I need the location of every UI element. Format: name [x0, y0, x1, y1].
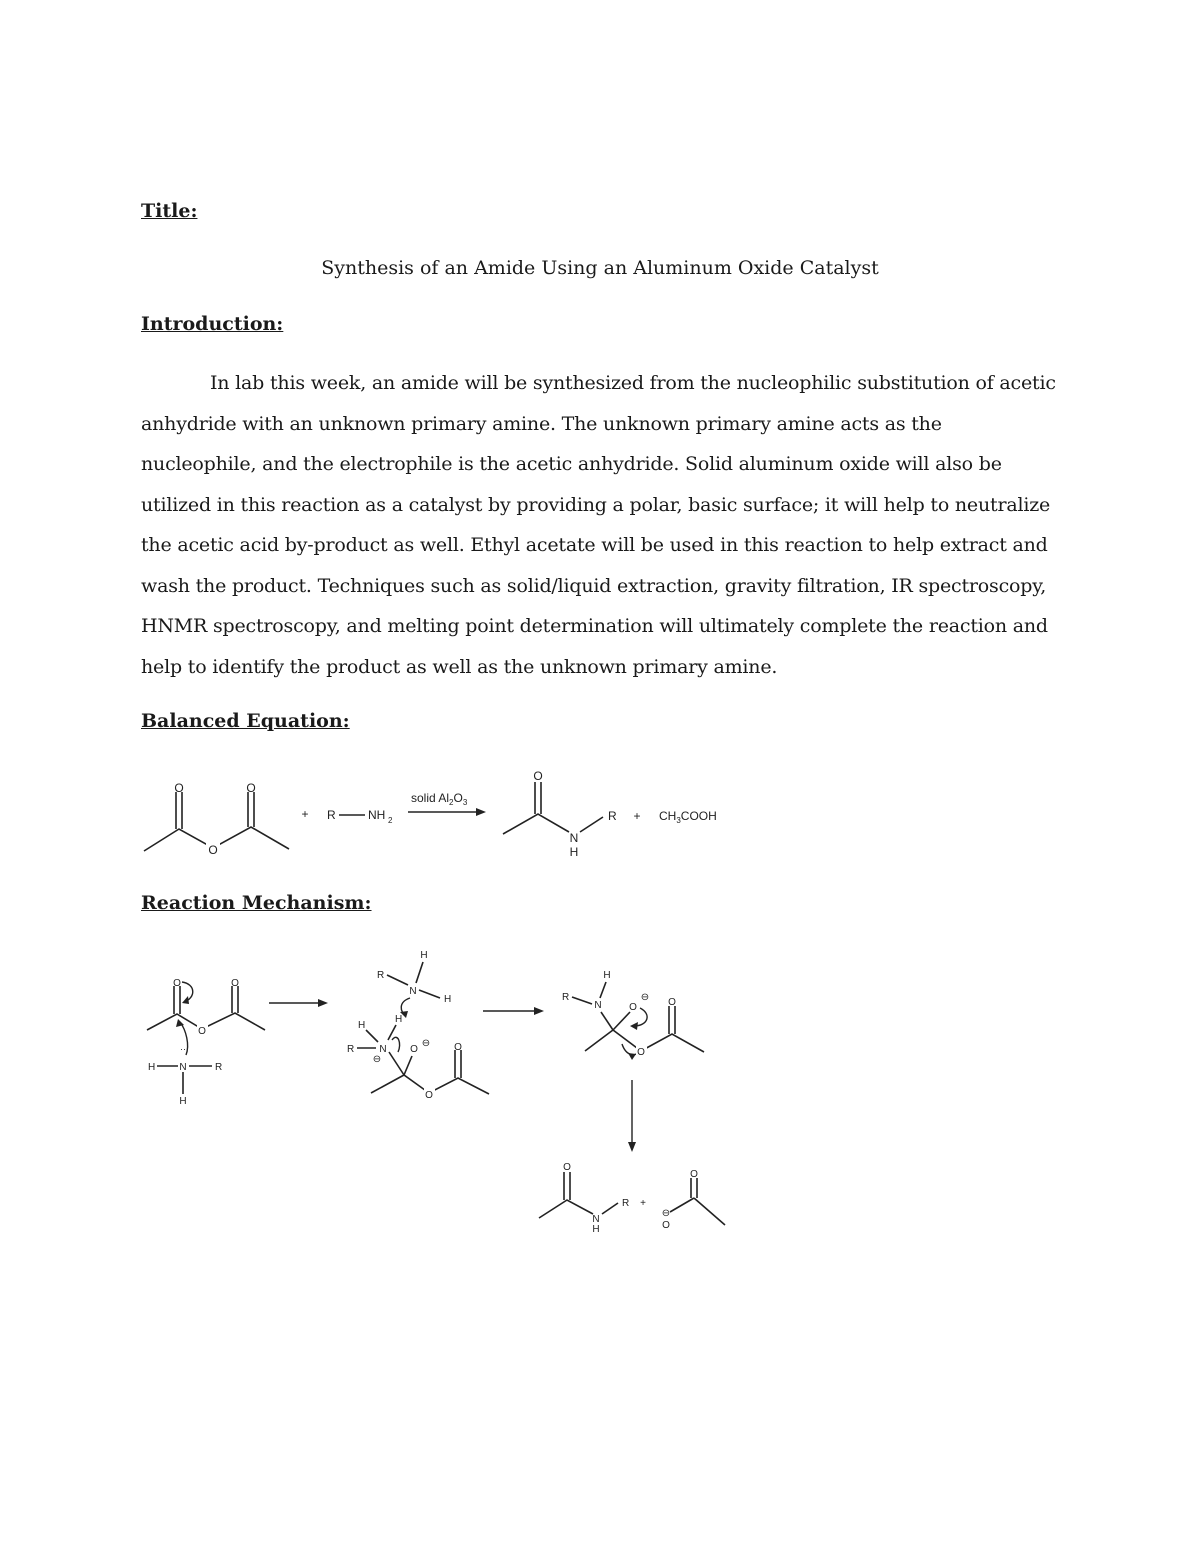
atom-label: O	[246, 781, 256, 795]
negative-charge: ⊖	[661, 1208, 671, 1219]
amine-NH-label: NH	[368, 808, 386, 822]
atom-label: O	[173, 978, 181, 989]
document-title: Synthesis of an Amide Using an Aluminum Oxide Catalyst	[321, 257, 879, 279]
atom-label: N	[379, 1044, 387, 1055]
mechanism-arrow-3	[628, 1080, 636, 1152]
atom-label: H	[569, 845, 579, 859]
atom-label: R	[215, 1062, 223, 1073]
introduction-heading: Introduction:	[141, 313, 284, 335]
atom-label: R	[377, 970, 385, 981]
atom-label: O	[690, 1169, 698, 1180]
atom-label: O	[637, 1047, 645, 1058]
mechanism-step1-reactants	[147, 978, 265, 1107]
atom-label: O	[231, 978, 239, 989]
balanced-equation-heading: Balanced Equation:	[141, 710, 350, 732]
mechanism-step2-intermediate	[347, 950, 489, 1101]
reaction-mechanism-scheme	[0, 940, 1200, 1240]
atom-label: H	[603, 970, 611, 981]
acetic-anhydride-structure	[144, 781, 289, 857]
plus-sign: +	[301, 807, 309, 821]
atom-label: R	[622, 1198, 630, 1209]
atom-label: O	[629, 1002, 637, 1013]
plus-sign: +	[633, 809, 641, 823]
atom-label: R	[347, 1044, 355, 1055]
mechanism-products	[539, 1162, 725, 1235]
svg-text:··: ··	[180, 1044, 186, 1054]
title-heading: Title:	[141, 200, 198, 222]
atom-label: H	[148, 1062, 156, 1073]
balanced-equation-scheme	[0, 760, 1200, 870]
catalyst-label: solid $Al_2O_3$	[411, 791, 468, 807]
amide-product-structure	[503, 769, 617, 859]
atom-label: O	[563, 1162, 571, 1173]
atom-label: N	[409, 986, 417, 997]
atom-label: R	[608, 809, 617, 823]
mechanism-arrow-2	[483, 1007, 544, 1015]
atom-label: O	[668, 997, 676, 1008]
amine-subscript: 2	[388, 816, 393, 825]
atom-label: N	[594, 1000, 602, 1011]
atom-label: O	[425, 1090, 433, 1101]
atom-label: H	[592, 1224, 600, 1235]
primary-amine-structure	[327, 808, 393, 825]
negative-charge: ⊖	[372, 1054, 382, 1065]
atom-label: N	[179, 1062, 187, 1073]
atom-label: O	[208, 843, 218, 857]
mechanism-arrow-1	[269, 999, 328, 1007]
atom-label: H	[420, 950, 428, 961]
atom-label: H	[358, 1020, 366, 1031]
atom-label: O	[662, 1220, 670, 1231]
atom-label: H	[444, 994, 452, 1005]
negative-charge: ⊖	[421, 1038, 431, 1049]
atom-label: H	[395, 1014, 403, 1025]
atom-label: N	[569, 831, 579, 845]
reaction-arrow	[408, 791, 486, 816]
negative-charge: ⊖	[640, 992, 650, 1003]
reaction-mechanism-heading: Reaction Mechanism:	[141, 892, 372, 914]
atom-label: H	[179, 1096, 187, 1107]
atom-label: O	[454, 1042, 462, 1053]
mechanism-step3-intermediate	[562, 970, 704, 1060]
atom-label: O	[174, 781, 184, 795]
atom-label: N	[592, 1214, 600, 1225]
introduction-paragraph: In lab this week, an amide will be synthesized from the nucleophilic substitution of acetic anhydride with an unknown primary amine. The unknown primary amine acts as the nucleophile, and the electrophile is the acetic anhydride. Solid aluminum oxide will also be utilized in this reaction as a catalyst by providing a polar, basic surface; it will help to neutralize the acetic acid by-product as well. Ethyl acetate will be used in this reaction to help extract and wash the product. Techniques such as solid/liquid extraction, gravity filtration, IR spectroscopy, HNMR spectroscopy, and melting point determination will ultimately complete the reaction and help to identify the product as well as the unknown primary amine.	[141, 372, 1056, 678]
atom-label: R	[562, 992, 570, 1003]
amine-R-label: R	[327, 808, 336, 822]
atom-label: O	[198, 1026, 206, 1037]
acetic-acid-formula: $CH_3COOH$	[659, 809, 717, 825]
atom-label: O	[533, 769, 543, 783]
atom-label: O	[410, 1044, 418, 1055]
plus-sign: +	[640, 1198, 646, 1209]
